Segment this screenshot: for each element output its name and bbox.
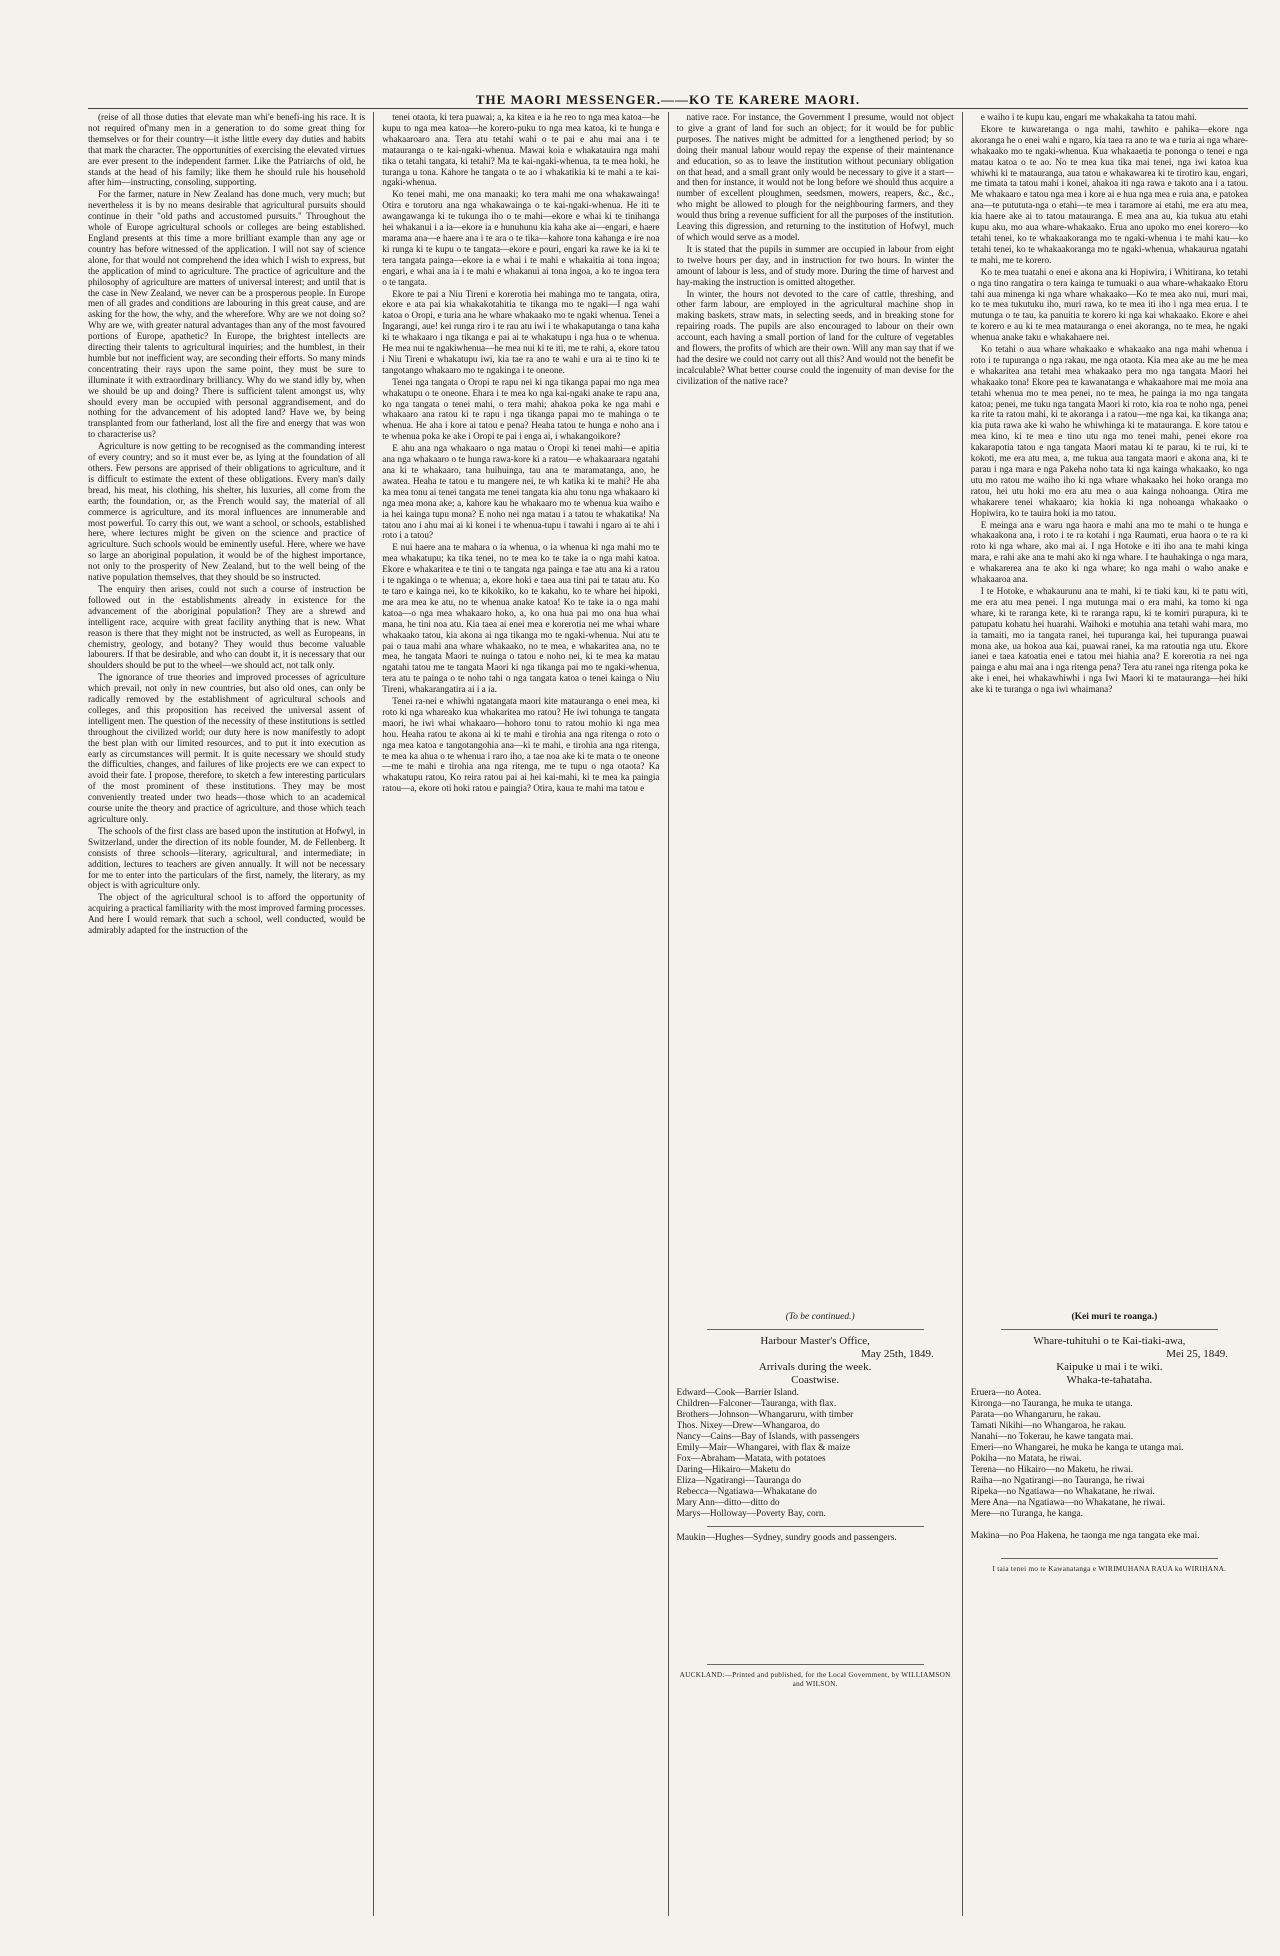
paragraph: E meinga ana e waru nga haora e mahi ana mo te mahi o te hunga e whakaakona ana, i roto i te ra kotahi i nga Raumati, erua haora o te ra ki roto ki nga whare, ako mai ai. I nga Hotoke e iti iho ana te mahi kinga mara, e rahi ake ana te mahi ako ki nga whare. I te hauhakinga o nga mara, e whakarerea ana te ako ki nga whare; ko nga mahi o waho anake e whakaaroa ana. xyxy=(970,519,1248,585)
paragraph: I te Hotoke, e whakaurunu ana te mahi, ki te tiaki kau, ki te patu witi, me era atu mea penei. I nga mutunga mai o era mahi, ka tomo ki nga whare, ki te raranga kete, ki te raranga rapu, ki te komiri purapura, ki te patupatu kohatu hei huarahi. Waihoki e motuhia ana tetahi wahi mara, mo ia tamaiti, mo ia tangata ranei, hei tupuranga kai, hei tupuranga puawai mona ake, ua hokoa aua kai, puawai ranei, ka ma ratoutia nga utu. Ekore ianei e taea katoatia enei e tatou mei hiahia ana? E korerotia ra nei nga painga e ahu mai ana i nga ritenga pena? Tera atu ranei nga ritenga poka ke ake i enei, hei whakawhiwhi i nga Iwi Maori ki te matauranga—hei hiki ake ki te turanga o nga iwi whaimana? xyxy=(970,585,1248,695)
list-item: Emeri—no Whangarei, he muka he kanga te utanga mai. xyxy=(970,1442,1184,1453)
list-item: Nancy—Cains—Bay of Islands, with passengers xyxy=(676,1431,860,1442)
column-divider xyxy=(962,112,963,1916)
paragraph: e waiho i te kupu kau, engari me whakakaha ta tatou mahi. xyxy=(980,112,1197,122)
list-item: Emily—Mair—Whangarei, with flax & maize xyxy=(676,1442,851,1453)
column-4 xyxy=(971,112,1248,1916)
column-4-text xyxy=(971,112,1248,695)
list-item: Parata—no Whangaruru, he rakau. xyxy=(970,1409,1101,1420)
divider xyxy=(1001,1329,1218,1330)
divider xyxy=(707,1526,924,1527)
paragraph: Ekore te pai a Niu Tireni e korerotia hei mahinga mo te tangata, otira, ekore e ata pai kia whakakotahitia te tikanga mo te ngaki—I nga wahi katoa o Oropi, e turia ana he whare whakaako mo te ngaki whenua. Tenei a Ingarangi, aue! kei runga riro i te rau atu iwi i te whakaputanga o tana kaha ki te whakaaro i nga tikanga e pai ai te whakatupu i nga hua o te whenua. He mea nui te ngakiwhenua—he mea nui ki te iti, me te rahi, a, ekore tatou i Niu Tireni e whakatupu iwi, kia tae ra ano te wahi e ura ai te tino ki te tangotango whakaaro mo te ngakinga i te oneone. xyxy=(382,288,660,375)
harbour-arrivals-list xyxy=(677,1388,954,1520)
column-divider xyxy=(668,112,669,1916)
paragraph: E ahu ana nga whakaaro o nga matau o Oropi ki tenei mahi—e apitia ana nga whakaaro o te hunga rawa-kore ki a ratou—e whakaaraara ngatahi ana ki te whakaaro, tana huihuinga, tau ana te maramatanga, ano, he awatea. Heaha te tatou e tu mangere nei, te wh katika ki te mahi? He aha ka mea tonu ai tenei tangata me tenei tangata kia ahu tonu nga whakaaro ki nga mea mona ake; a, kahore kau he whakaaro mo te whenua kua waiho e ia hei kainga tupu mona? E noho nei nga matau i a tatou te whakatika! Na tatou ano i ahu mai ai ki konei i te whenua-tupu i tawahi i ngaro ai te ahi i roto i a tatou? xyxy=(382,443,660,541)
harbour-office: Harbour Master's Office, xyxy=(760,1334,870,1347)
paragraph: The schools of the first class are based upon the institution at Hofwyl, in Switzerland, under the direction of its noble founder, M. de Fellenberg. It consists of three schools—literary, agricultural, and intermediate; in addition, lectures to teachers are given annually. It will not be necessary for me to enter into the particulars of the first, namely, the literary, as my object is with agriculture only. xyxy=(88,825,366,891)
list-item xyxy=(971,1520,1248,1531)
list-item: Maukin—Hughes—Sydney, sundry goods and passengers. xyxy=(676,1532,897,1543)
list-item: Mary Ann—ditto—ditto do xyxy=(676,1497,780,1508)
column-divider xyxy=(373,112,374,1916)
paragraph: Ko tetahi o aua whare whakaako e whakaako ana nga mahi whenua i roto i te tupuranga o nga rakau, me nga otaota. Kia mea ake au me he mea e whakaritea ana tetahi mea whakaako pera mo nga tangata Maori hei whakaako tona! Ekore pea te kawanatanga e whakaahore mai me moia ana tetahi whenua mo te mea penei, no te mea, he painga ia mo nga tangata katoa; penei, me tuku nga tangata Maori ki roto, kia roa te noho nga, penei ka rite ta ratou mahi, ki te akoranga i a ratou—me nga kai, ka tikanga ana; kia puta rawa ake ki waho he whiwhinga ki te matauranga. E kore tatou e mea kino, ki te mea e tino utu nga mo tenei mahi, penei ekore roa kakarapotia tatou e nga tangata Maori matau ki te parau, ki te rui, ki te kokoti, me era atu mea, a, me tukua aua tangata maori e akona ana, ki te parau i nga mara e nga Pakeha noho tata ki nga kainga whakaako, ko nga utu mo ratou me waiho iho ki nga whare whakaako hei hoko oranga mo ratou, hei utu hoki mo era atu mea o aua kainga nohoanga. Otira me whakarere tenei whakaaro; kia hokia ki nga nohoanga whakaako o Hopiwira, ko te tauira hoki ia mo tatou. xyxy=(970,344,1248,518)
paragraph: E nui haere ana te mahara o ia whenua, o ia whenua ki nga mahi mo te mea whakatupu; ka tika tenei, no te mea ko te take ia o nga mahi katoa. Ekore e whakaritea e te tini o te tangata nga painga e tae atu ana ki a ratou i te ngakinga o te whenua; a, ekore hoki e taea aua tini pai te tatau atu. Ko te taro e kainga nei, ko te kikokiko, ko te kakahu, ko te whare hei hipoki, me ara mea ke atu, no te whenua anake katoa! Ko te take ia o nga mahi katoa—o nga mea whakaaro hoko, a, ko ona hua pai mo ona hua whai mana, he tini noa atu. Kia taea ai enei mea e korerotia nei me whai whare whakaako tatou, kia akona ai nga tikanga mo te ngaki-whenua. Nui atu te pai o taua mahi ana whare whakaako, no te mea, e whakaritea ana, no te mea, he tangata Maori te nuinga o tatou e noho nei, ki te mea ka matau ngatahi tatou me te tangata Maori ki nga tikanga pai mo te ngaki-whenua, tera atu te painga o te noho tahi o nga tangata katoa o tenei kainga o Niu Tireni, whakarangatira ai i a ia. xyxy=(382,542,660,695)
list-item: Mere—no Turanga, he kanga. xyxy=(970,1508,1083,1519)
paragraph: Tenei ra-nei e whiwhi ngatangata maori kite matauranga o enei mea, ki roto ki nga whareako kua whakaritea mo ratou? He iwi tohunga te tangata maori, he iwi whai whakaaro—hohoro tonu to ratou mohio ki nga mea hou. Heaha ratou te akona ai ki te mahi e tirohia ana nga ritenga o roto o nga mea katoa e tangotangohia ana—ki te mahi, e tirohia ana nga ritenga, te mea ka ahua o te whenua i raro iho, a tae noa ake ki te mata o te oneone—me te mahi e tirohia ana nga ritenga, me te tupu o nga otaota? Ka whakatupu ratou, Ko reira ratou pai ai hei kai-mahi, ki te mea ka paingia ratou—a, ekore oti hoki ratou e paingia? Otira, kaua te mahi ma tatou e xyxy=(382,696,660,794)
list-item: Fox—Abraham—Matata, with potatoes xyxy=(676,1453,826,1464)
list-item: Rebecca—Ngatiawa—Whakatane do xyxy=(676,1486,817,1497)
column-3-text xyxy=(677,112,954,387)
paragraph: Ko tenei mahi, me ona manaaki; ko tera mahi me ona whakawainga! Otira e torutoru ana nga whakawainga o te kai-ngaki-whenua. He iti te awangawanga ki te tukunga iho o te mahi—ekore e whai ki te tinihanga hei whakanui i a ia—ekore ia e hunuhunu kia kaha ake ai—engari, e haere marama ana—e haere ana i te ara o te tika—kahore tona kahanga e ire noa ki runga ki te kupu o te tangata—ekore e pouri, engari ka rawe ke ia ki te tera tangata painga—ekore ia e whai i te mahi e whakaitia ai tona ingoa; engari, e whai ana ia i te mahi e whakanui ai tona ingoa, a ko te ingoa tera o te tangata. xyxy=(382,189,660,287)
whare-arrivals-list xyxy=(971,1388,1248,1542)
paragraph: (reise of all those duties that elevate man whi'e benefi-ing his race. It is not required of'many men in a generation to do some great thing for themselves or for their country—it isthe little every day duties and habits that mark the character. The opportunities of exercising the elevated virtues are ever present to the independent farmer. Like the Patriarchs of old, he stands at the head of his family; like them he should rule his household after him—instructing, consoling, supporting. xyxy=(88,112,366,188)
list-item: Thos. Nixey—Drew—Whangaroa, do xyxy=(676,1420,820,1431)
divider xyxy=(707,1329,924,1330)
imprint-maori: I taia tenei mo te Kawanatanga e WIRIMUHANA RAUA ko WIRIHANA. xyxy=(992,1564,1227,1573)
list-item: Nanahi—no Tokerau, he kawe tangata mai. xyxy=(970,1431,1134,1442)
list-item: Marys—Holloway—Poverty Bay, corn. xyxy=(676,1508,826,1519)
column-1 xyxy=(88,112,365,1916)
list-item: Daring—Hikairo—Maketu do xyxy=(676,1464,791,1475)
whare-heading: Kaipuke u mai i te wiki. xyxy=(1056,1360,1163,1373)
column-2 xyxy=(382,112,659,1916)
paragraph: The enquiry then arises, could not such a course of instruction be followed out in the establishments already in existence for the advancement of the aboriginal population? They are a shrewd and intelligent race, acquire with great facility anything that is new. What reason is there that they might not be instructed, as well as Europeans, in chemistry, geology, and botany? They would thus become valuable labourers. If that be desirable, and who can doubt it, it is necessary that our shoulders should be put to the wheel—we should act, not talk only. xyxy=(88,583,366,671)
masthead: THE MAORI MESSENGER.——KO TE KARERE MAORI. xyxy=(475,92,861,107)
list-item: Eruera—no Aotea. xyxy=(970,1387,1042,1398)
whare-date: Mei 25, 1849. xyxy=(1166,1347,1228,1360)
list-item: Makina—no Poa Hakena, he taonga me nga tangata eke mai. xyxy=(970,1530,1200,1541)
paragraph: tenei otaota, ki tera puawai; a, ka kitea e ia he reo to nga mea katoa—he kupu to nga mea katoa—he korero-puku to nga mea katoa, ki te hunga e whakaaroaro ana. Tera atu tetahi wahi o te pai e ahu mai ana i te mataurangа o te kai-ngaki-whenua. Mawai koia e whakatauira nga mahi tika o tetahi tangata, ki tetahi? Ma te kai-ngaki-whenua, ta te mea hoki, he turanga u tona. Kahore he tangata o te ao i whakatikia ki te mahi a te kai-ngaki-whenua. xyxy=(382,112,660,188)
list-item: Raiha—no Ngatirangi—no Tauranga, he riwai xyxy=(970,1475,1145,1486)
divider xyxy=(707,1664,924,1665)
list-item: Eliza—Ngatirangi—Tauranga do xyxy=(676,1475,802,1486)
paragraph: The object of the agricultural school is to afford the opportunity of acquiring a practical familiarity with the most improved farming processes. And here I would remark that such a school, well conducted, would be admirably adapted for the instruction of the xyxy=(88,892,366,936)
whare-sub: Whaka-te-tahataha. xyxy=(1066,1373,1153,1386)
harbour-extra-list xyxy=(677,1533,954,1544)
list-item: Brothers—Johnson—Whangaruru, with timber xyxy=(676,1409,854,1420)
list-item: Pokiha—no Matata, he riwai. xyxy=(970,1453,1082,1464)
paragraph: native race. For instance, the Government I presume, would not object to give a grant of land for such an object; for it would be for public purposes. The natives might be admitted for a lengthened period; by so doing their manual labour would repay the expense of their maintenance and education, so as to leave the institution without pecuniary obligation on that head, and a small grant only would be necessary to give it a start—and then for instance, it would not be long before we should thus acquire a number of excellent ploughmen, seedsmen, mowers, reapers, &c., &c., who might be allowed to plough for the neighbouring farmers, and they would thus bring a revenue sufficient for all the purposes of the institution. Leaving this digression, and returning to the institution of Hofwyl, much of which would serve as a model. xyxy=(676,112,954,242)
harbour-date: May 25th, 1849. xyxy=(861,1347,934,1360)
list-item: Mere Ana—na Ngatiawa—no Whakatane, he riwai. xyxy=(970,1497,1166,1508)
to-be-continued: (To be continued.) xyxy=(785,1312,855,1322)
masthead-rule xyxy=(88,108,1248,109)
paragraph: Ko te mea tuatahi o enei e akona ana ki Hopiwira, i Whitirana, ko tetahi o nga tino rangatira o tera kainga te tumuaki o aua whare-whakaako Etoru tahi aua minenga ki nga whare whakaako—Ko te mea ako nui, muri mai, ko te mea tukutuku iho, muri rawa, ko te mea iti iho i nga mea erua. I te mutunga o te tau, ka panuitia te korero ki nga kai whakaako. Ekore e ahei te korero e au ki te mea matauranga o enei akoranga, no te mea, he ngaki whenua anake taku e whakahaere nei. xyxy=(970,266,1248,343)
list-item: Edward—Cook—Barrier Island. xyxy=(676,1387,799,1398)
imprint-english: AUCKLAND:—Printed and published, for the Local Government, by WILLIAMSON and WILSON. xyxy=(679,1670,951,1688)
paragraph: Agriculture is now getting to be recognised as the commanding interest of every country; and so it must ever be, as lying at the foundation of all others. Few persons are apprised of their obligations to agriculture, and it is difficult to estimate the extent of these obligations. Every man's daily bread, his meat, his clothing, his shelter, his luxuries, all come from the earth; the foundation, or, as the French would say, the material of all commerce is agriculture, and its moral influences are innumerable and most powerful. To carry this out, we want a school, or schools, established here, where lectures might be given on the science and practice of agriculture. Such schools would be eminently useful. Here, where we have so large an aboriginal population, it would be of the highest importance, not only to the prosperity of New Zealand, but to the well being of the native population themselves, that they should be so instructed. xyxy=(88,441,366,583)
paragraph: It is stated that the pupils in summer are occupied in labour from eight to twelve hours per day, and in instruction for two hours. In winter the amount of labour is less, and of study more. During the time of harvest and hay-making the instruction is omitted altogether. xyxy=(676,243,954,287)
whare-office: Whare-tuhituhi o te Kai-tiaki-awa, xyxy=(1033,1334,1186,1347)
harbour-notice xyxy=(677,1312,954,1689)
harbour-sub: Coastwise. xyxy=(791,1373,840,1386)
list-item: Terena—no Hikairo—no Maketu, he riwai. xyxy=(970,1464,1134,1475)
kei-muri-te-roanga: (Kei muri te roanga.) xyxy=(1071,1312,1158,1322)
divider xyxy=(1001,1558,1218,1559)
paragraph: Ekore te kuwaretanga o nga mahi, tawhito e pahika—ekore nga akoranga he o enei wahi e ngaro, kia taea ra ano te wa e turia ai nga whare-whakaako mo te ngaki-whenua. Kua whakaaetia te pononga o tenei e nga matau katoa o te ao. No te mea kua tika mai tenei, nga iwi katoa kua whiwhi ki te matauranga, aua tatou e whakawarea ki te tirotiro kau, engari, me timata ta tatou mahi i konei, ahakoa iti nga rawa e takoto ana i a tatou. Me whakaaro e tatou nga mea i kore ai e hua nga mea e ruia ana, e patokea ana—te putututa-nga o etahi—te mea i taramore ai etahi, me era atu mea, kia haere ake ai to tatou matauranga. E mea ana au, kia tukua atu etahi kupu aku, mo aua whare-whakaako. Erua ano upoko mo enei korero—ko tetahi tenei, ko te whakaakoranga mo te ngaki-whenua i te mahi kau—ko tetahi tenei, ko te whakaakoranga mo te ngaki-whenua, whakaurua ngatahi te mahi, me te korero. xyxy=(970,123,1248,265)
columns xyxy=(88,112,1248,1916)
list-item: Children—Falconer—Tauranga, with flax. xyxy=(676,1398,837,1409)
list-item: Ripeka—no Ngatiawa—no Whakatane, he riwai. xyxy=(970,1486,1155,1497)
list-item: Kironga—no Tauranga, he muka te utanga. xyxy=(970,1398,1133,1409)
column-3 xyxy=(677,112,954,1916)
paragraph: For the farmer, nature in New Zealand has done much, very much; but nevertheless it is by no means desirable that agricultural pursuits should continue in their "old paths and accustomed pursuits." Throughout the whole of Europe agricultural schools or colleges are being established. England presents at this time a more brilliant example than any age or country has before witnessed of the application. I will not say of science alone, for that would not comprehend the idea which I wish to express, but the application of mind to agriculture. The practice of agriculture and the philosophy of agriculture are matters of universal interest; and until that is the case in New Zealand, we never can be a prosperous people. In Europe men of all grades and conditions are labouring in this great cause, and are asking for the how, the why, and the wherefore. Why are we not doing so? Why are we, with greater natural advantages than any of the most favoured portions of Europe, apathetic? In Europe, the brightest intellects are directing their talents to agricultural inquiries; and the humblest, in their humble but not inefficient way, are seconding their efforts. So many minds concentrating their rays upon the same point, they must be sure to illuminate it with extraordinary brilliancy. Why do we stand idly by, when we should be up and doing? There is sufficient talent amongst us, why should every man be occupied with personal aggrandisement, and do nothing for the advancement of his adopted land? Have we, by being transplanted from our fatherland, lost all the fire and energy that was won to characterise us? xyxy=(88,189,366,440)
whare-notice xyxy=(971,1312,1248,1574)
harbour-heading: Arrivals during the week. xyxy=(758,1360,872,1373)
paragraph: The ignorance of true theories and improved processes of agriculture which prevail, not only in new countries, but also old ones, can only be radically removed by the establishment of agricultural schools and colleges, and this proposition has received the universal assent of intelligent men. The question of the necessity of these institutions is settled throughout the civilized world; our duty here is now manifestly to adopt the best plan with our limited resources, and to put it into execution as early as circumstances will permit. It is quite necessary we should study the difficulties, changes, and failures of like projects ere we can expect to avoid their fate. I propose, therefore, to sketch a few interesting particulars of the most prominent of these institutions. They may be most conveniently treated under two heads—those which to an academical course unite the theory and practice of agriculture, and those which teach agriculture only. xyxy=(88,672,366,824)
list-item: Tamati Nikihi—no Whangaroa, he rakau. xyxy=(970,1420,1127,1431)
paragraph: In winter, the hours not devoted to the care of cattle, threshing, and other farm labour, are employed in the agricultural machine shop in making baskets, straw mats, in selecting seeds, and in breaking stone for repairing roads. The pupils are also encouraged to labour on their own account, each having a small portion of land for the culture of vegetables and flowers, the profits of which are their own. Will any man say that if we had the desire we could not carry out all this? And would not the benefit be incalculable? What better course could the ingenuity of man devise for the civilization of the native race? xyxy=(676,288,954,386)
paragraph: Tenei nga tangata o Oropi te rapu nei ki nga tikanga papai mo nga mea whakatupu o te oneone. Ehara i te mea ko nga kai-ngaki anake te rapu ana, ko nga tangata o tenei mahi, o tera mahi; ahakoa poka ke nga mahi e whakaaro ana ratou ki te rapu i nga tikanga papai mo te mahinga o te whenua. He aha i kore ai tatou e pena? Heaha tatou te hunga e noho ana i te whenua poka ke ake i Oropi te pai i enga ai, i whakangoikore? xyxy=(382,376,660,442)
